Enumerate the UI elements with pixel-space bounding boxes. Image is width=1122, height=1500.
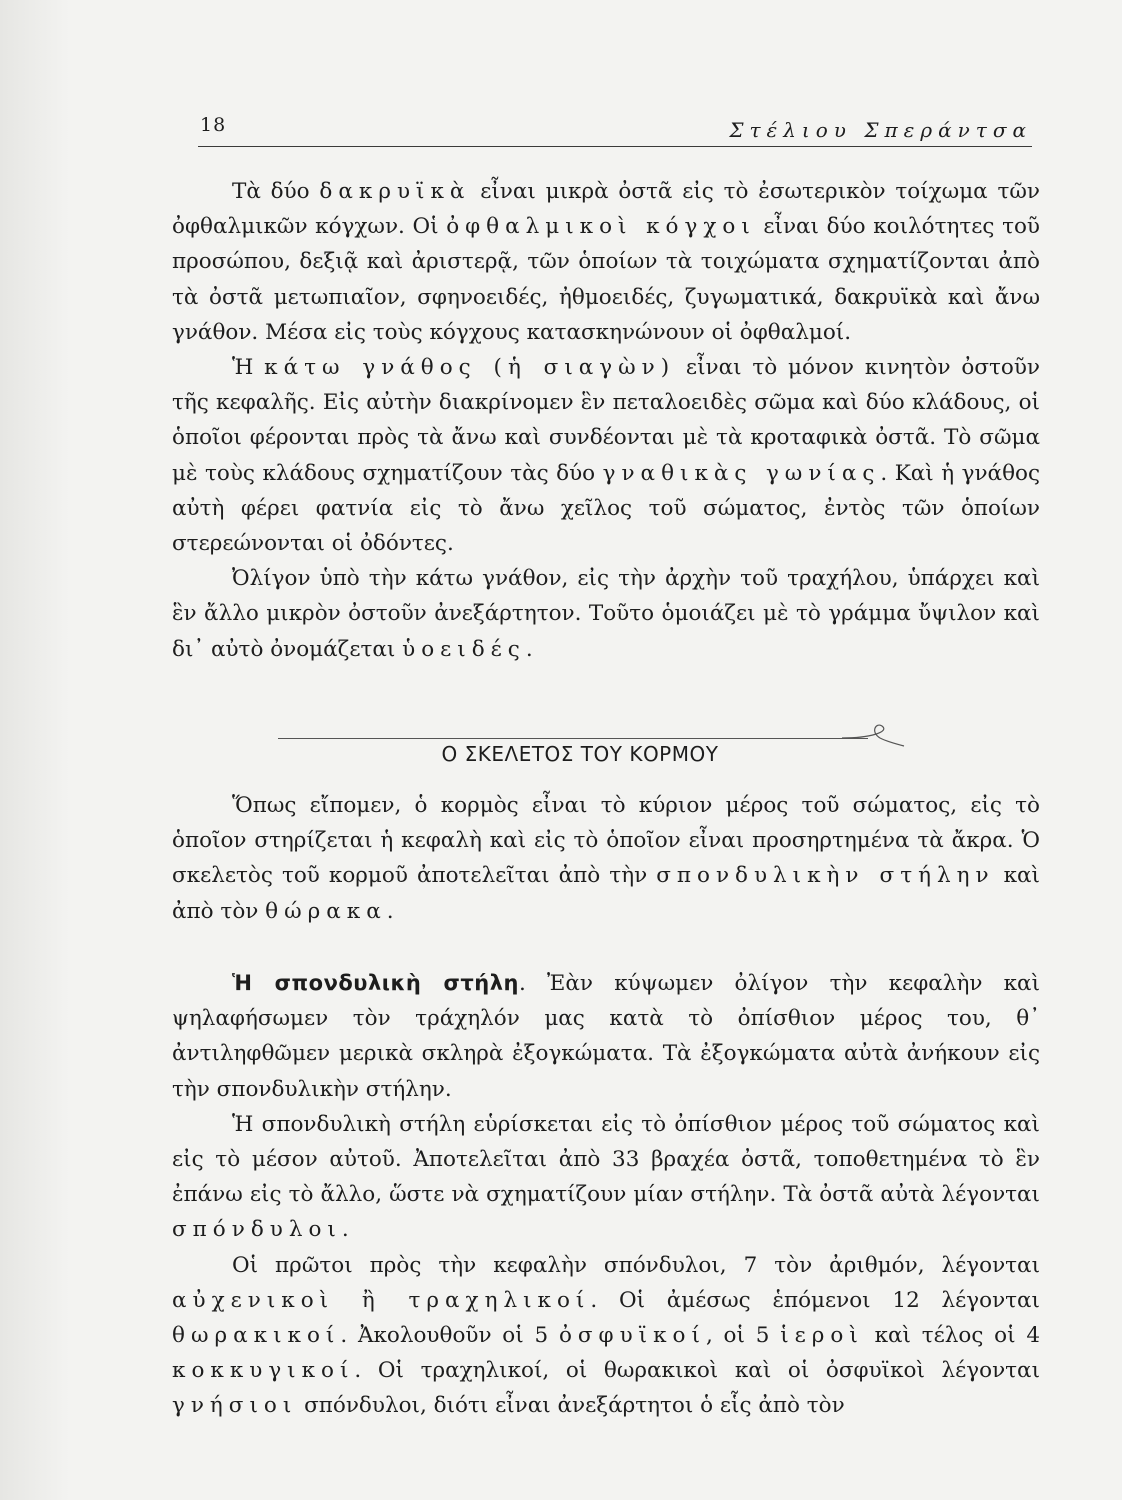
spaced-term: σπόνδυλοι: [172, 1217, 342, 1243]
section-spine-text: [172, 966, 1040, 1424]
spaced-term: σπονδυλικὴν στήλην: [656, 863, 995, 889]
spaced-term: ἱεροὶ: [780, 1323, 864, 1349]
page-number: 18: [200, 114, 227, 136]
spaced-term: δακρυϊκὰ: [319, 179, 471, 204]
paragraph-hyoid: Ὀλίγον ὑπὸ τὴν κάτω γνάθον, εἰς τὴν ἀρχὴν τοῦ τραχήλου, ὑπάρχει καὶ ἓν ἄλλο μικρὸν ὀστοῦν ἀνεξάρτητον. Τοῦτο ὁμοιάζει μὲ τὸ γράμμα ὔψιλον καὶ δι᾿ αὐτὸ ὀνομάζεται ὑοειδές.: [172, 566, 1040, 662]
paragraph-lacrimal: Τὰ δύο δακρυϊκὰ εἶναι μικρὰ ὀστᾶ εἰς τὸ ἐσωτερικὸν τοίχωμα τῶν ὀφθαλμικῶν κόγχων. Οἱ ὀφθαλμικοὶ κόγχοι εἶναι δύο κοιλότητες τοῦ προσώπου, δεξιᾷ καὶ ἀριστερᾷ, τῶν ὁποίων τὰ τοιχώματα σχηματίζονται ἀπὸ τὰ ὀστᾶ μετωπιαῖον, σφηνοειδές, ἠθμοειδές, ζυγωματικά, δακρυϊκὰ καὶ ἄνω γνάθον. Μέσα εἰς τοὺς κόγχους κατασκηνώνουν οἱ ὀφθαλμοί.: [172, 179, 1040, 345]
spaced-term: κοκκυγικοί: [172, 1358, 355, 1384]
spaced-term: ὀφθαλμικοὶ κόγχοι: [446, 214, 756, 240]
section-title: [274, 736, 974, 776]
page-header: [200, 114, 1032, 148]
header-rule: [198, 146, 1032, 147]
spaced-term: θωρακικοί: [172, 1323, 341, 1349]
spaced-term: γναθικὰς γωνίας: [602, 460, 881, 486]
section-trunk-text: [172, 788, 1040, 929]
running-head: Στέλιου Σπεράντσα: [729, 118, 1032, 142]
bold-lead: Ἡ σπονδυλικὴ στήλη: [232, 971, 519, 995]
spaced-term: κάτω γνάθος (ἡ σιαγὼν): [264, 355, 676, 381]
spaced-term: θώρακα: [265, 898, 387, 924]
spaced-term: αὐχενικοὶ ἢ τραχηλικοί: [172, 1287, 591, 1313]
section-heading: Ο ΣΚΕΛΕΤΟΣ ΤΟΥ ΚΟΡΜΟΥ: [441, 742, 719, 766]
paragraph-trunk: Ὅπως εἴπομεν, ὁ κορμὸς εἶναι τὸ κύριον μέρος τοῦ σώματος, εἰς τὸ ὁποῖον στηρίζεται ἡ κεφαλὴ καὶ εἰς τὸ ὁποῖον εἶναι προσηρτημένα τὰ ἄκρα. Ὁ σκελετὸς τοῦ κορμοῦ ἀποτελεῖται ἀπὸ τὴν σπονδυλικὴν στήλην καὶ ἀπὸ τὸν θώρακα.: [172, 793, 1040, 924]
paragraph-vertebrae: Οἱ πρῶτοι πρὸς τὴν κεφαλὴν σπόνδυλοι, 7 τὸν ἀριθμόν, λέγονται αὐχενικοὶ ἢ τραχηλικοί. Οἱ ἀμέσως ἑπόμενοι 12 λέγονται θωρακικοί. Ἀκολουθοῦν οἱ 5 ὀσφυϊκοί, οἱ 5 ἱεροὶ καὶ τέλος οἱ 4 κοκκυγικοί. Οἱ τραχηλικοί, οἱ θωρακικοὶ καὶ οἱ ὀσφυϊκοὶ λέγονται γνήσιοι σπόνδυλοι, διότι εἶναι ἀνεξάρτητοι ὁ εἷς ἀπὸ τὸν: [172, 1252, 1041, 1419]
paragraph-mandible: Ἡ κάτω γνάθος (ἡ σιαγὼν) εἶναι τὸ μόνον κινητὸν ὀστοῦν τῆς κεφαλῆς. Εἰς αὐτὴν διακρίνομεν ἓν πεταλοειδὲς σῶμα καὶ δύο κλάδους, οἱ ὁποῖοι φέρονται πρὸς τὰ ἄνω καὶ συνδέονται μὲ τὰ κροταφικὰ ὀστᾶ. Τὸ σῶμα μὲ τοὺς κλάδους σχηματίζουν τὰς δύο γναθικὰς γωνίας. Καὶ ἡ γνάθος αὐτὴ φέρει φατνία εἰς τὸ ἄνω χεῖλος τοῦ σώματος, ἐντὸς τῶν ὁποίων στερεώνονται οἱ ὀδόντες.: [172, 355, 1040, 557]
paragraph-spine-intro: Ἡ σπονδυλικὴ στήλη. Ἐὰν κύψωμεν ὀλίγον τὴν κεφαλὴν καὶ ψηλαφήσωμεν τὸν τράχηλόν μας κατὰ τὸ ὀπίσθιον μέρος του, θ᾿ ἀντιληφθῶμεν μερικὰ σκληρὰ ἐξογκώματα. Τὰ ἐξογκώματα αὐτὰ ἀνήκουν εἰς τὴν σπονδυλικὴν στήλην.: [172, 971, 1040, 1102]
spaced-term: γνήσιοι: [172, 1393, 298, 1419]
section-skull-text: [172, 174, 1040, 667]
section-rule: [278, 738, 868, 739]
scan-shadow: [0, 0, 70, 1500]
spaced-term: ὀσφυϊκοί: [558, 1323, 706, 1349]
spaced-term: ὑοειδές: [402, 636, 526, 662]
paragraph-spine-location: Ἡ σπονδυλικὴ στήλη εὑρίσκεται εἰς τὸ ὀπίσθιον μέρος τοῦ σώματος καὶ εἰς τὸ μέσον αὐτοῦ. Ἀποτελεῖται ἀπὸ 33 βραχέα ὀστᾶ, τοποθετημένα τὸ ἓν ἐπάνω εἰς τὸ ἄλλο, ὥστε νὰ σχηματίζουν μίαν στήλην. Τὰ ὀστᾶ αὐτὰ λέγονται σπόνδυλοι.: [172, 1111, 1040, 1243]
